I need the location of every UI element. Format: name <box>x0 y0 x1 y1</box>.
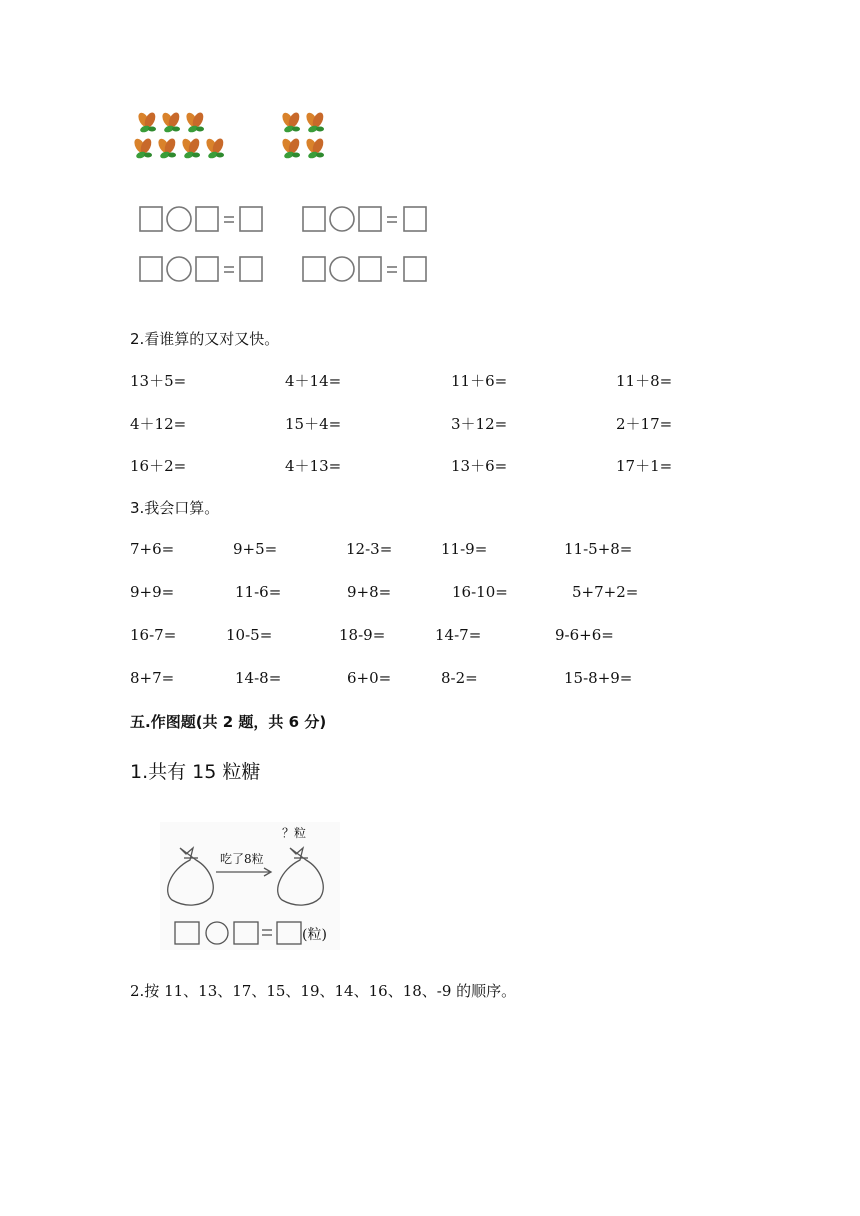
question-label: ？粒 <box>282 826 307 840</box>
q3-heading: 3.我会口算。 <box>130 499 220 517</box>
q2-item: 11＋8= <box>616 372 673 390</box>
q2-item: 13＋6= <box>451 457 508 475</box>
q2-item: 3＋12= <box>451 415 508 433</box>
q2-item: 4＋14= <box>285 372 342 390</box>
q3-item: 16-7= <box>130 626 177 644</box>
q3-item: 11-9= <box>441 540 488 558</box>
q2-item: 15＋4= <box>285 415 342 433</box>
unit-label: (粒) <box>302 927 327 943</box>
leaf-group-right <box>280 111 325 160</box>
q2-item: 4＋12= <box>130 415 187 433</box>
q3-item: 15-8+9= <box>564 669 633 687</box>
leaf-groups-figure <box>130 108 350 168</box>
q2-item: 4＋13= <box>285 457 342 475</box>
q3-item: 9+8= <box>347 583 392 601</box>
q3-item: 8+7= <box>130 669 175 687</box>
q3-item: 16-10= <box>452 583 508 601</box>
q3-item: 5+7+2= <box>572 583 639 601</box>
q5-2-text: 2.按 11、13、17、15、19、14、16、18、-9 的顺序。 <box>130 982 517 1000</box>
q5-1-title: 1.共有 15 粒糖 <box>130 761 261 783</box>
q3-item: 18-9= <box>339 626 386 644</box>
q2-item: 2＋17= <box>616 415 673 433</box>
q2-item: 11＋6= <box>451 372 508 390</box>
candy-bag-figure <box>160 822 340 950</box>
q3-item: 6+0= <box>347 669 392 687</box>
q3-item: 9+5= <box>233 540 278 558</box>
q3-item: 10-5= <box>226 626 273 644</box>
q3-item: 12-3= <box>346 540 393 558</box>
equation-boxes-figure <box>134 200 454 290</box>
q3-item: 9+9= <box>130 583 175 601</box>
leaf-group-left <box>132 111 225 160</box>
q3-item: 14-8= <box>235 669 282 687</box>
q2-item: 16＋2= <box>130 457 187 475</box>
q3-item: 14-7= <box>435 626 482 644</box>
arrow-label: 吃了8粒 <box>220 852 264 866</box>
q3-item: 8-2= <box>441 669 478 687</box>
q3-item: 7+6= <box>130 540 175 558</box>
q2-heading: 2.看谁算的又对又快。 <box>130 330 280 348</box>
q3-item: 9-6+6= <box>555 626 614 644</box>
q2-item: 17＋1= <box>616 457 673 475</box>
section-title: 五.作图题(共 2 题，共 6 分) <box>130 713 327 731</box>
q3-item: 11-6= <box>235 583 282 601</box>
q2-item: 13＋5= <box>130 372 187 390</box>
q3-item: 11-5+8= <box>564 540 633 558</box>
